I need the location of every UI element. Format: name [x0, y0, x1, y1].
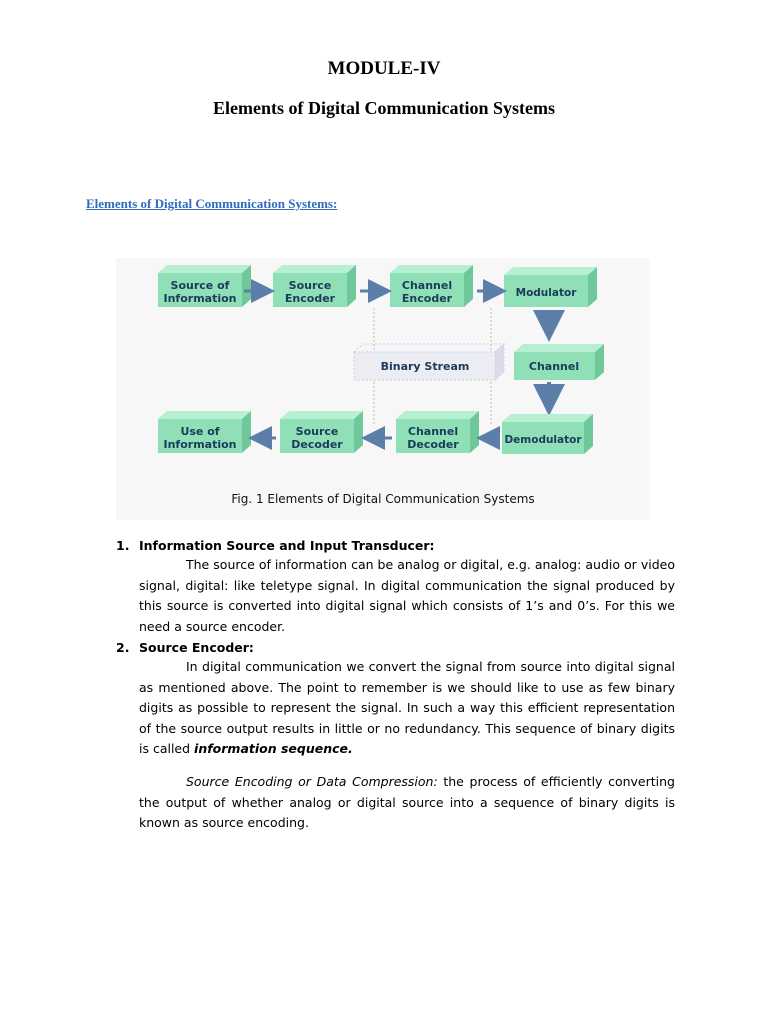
block-label: Channel: [528, 360, 580, 373]
page-title: Elements of Digital Communication Systems: [213, 98, 555, 118]
block-source-of-information: [158, 265, 251, 307]
block-channel-encoder: [390, 265, 473, 307]
emphasis-text: Source Encoding or Data Compression:: [186, 774, 438, 789]
paragraph-text: the process of efficiently converting the output of whether analog or digital source into a sequence of binary digits is known as source encoding.: [139, 774, 675, 831]
block-source-encoder: [273, 265, 356, 307]
block-binary-stream: [354, 344, 504, 380]
block-label: Use of: [180, 425, 220, 438]
block-use-of-information: [158, 411, 251, 453]
block-label: Encoder: [284, 292, 336, 305]
emphasis-text: information sequence.: [194, 741, 353, 757]
item-paragraph: [139, 772, 675, 834]
paragraph-text: In digital communication we convert the signal from source into digital signal as mentioned above. The point to remember is we should like to use as few binary digits as possible to represent the signal. In such a way this efficient representation of the source output results in little or no redundancy. This sequence of binary digits is called: [139, 659, 675, 757]
block-label: Decoder: [407, 438, 459, 451]
item-paragraph: [139, 657, 675, 760]
block-label: Demodulator: [504, 434, 582, 446]
block-label: Source: [288, 279, 332, 292]
block-label: Information: [163, 292, 237, 305]
block-diagram: [116, 258, 650, 488]
block-source-decoder: [280, 411, 363, 453]
list-number: 1.: [116, 538, 130, 553]
item-heading: Source Encoder:: [139, 640, 254, 655]
block-label: Binary Stream: [380, 360, 470, 373]
module-title: MODULE-IV: [327, 58, 441, 79]
item-heading: Information Source and Input Transducer:: [139, 538, 435, 553]
block-label: Source of: [170, 279, 230, 292]
block-label: Decoder: [291, 438, 343, 451]
block-label: Information: [163, 438, 237, 451]
item-paragraph: The source of information can be analog or digital, e.g. analog: audio or video signal, digital: like teletype signal. In digital communication the signal produced by this source is converted into digital signal which consists of 1’s and 0’s. For this we need a source encoder.: [139, 557, 675, 634]
block-label: Channel: [401, 279, 453, 292]
block-channel: [514, 344, 604, 380]
block-label: Channel: [407, 425, 459, 438]
block-diagram-figure: [116, 258, 650, 520]
block-label: Source: [295, 425, 339, 438]
block-demodulator: [502, 414, 593, 454]
block-modulator: [504, 267, 597, 307]
block-label: Modulator: [515, 287, 577, 299]
section-heading-link[interactable]: Elements of Digital Communication Systems:: [86, 196, 338, 211]
block-label: Encoder: [401, 292, 453, 305]
list-number: 2.: [116, 640, 130, 655]
block-channel-decoder: [396, 411, 479, 453]
figure-caption: Fig. 1 Elements of Digital Communication Systems: [231, 492, 535, 506]
